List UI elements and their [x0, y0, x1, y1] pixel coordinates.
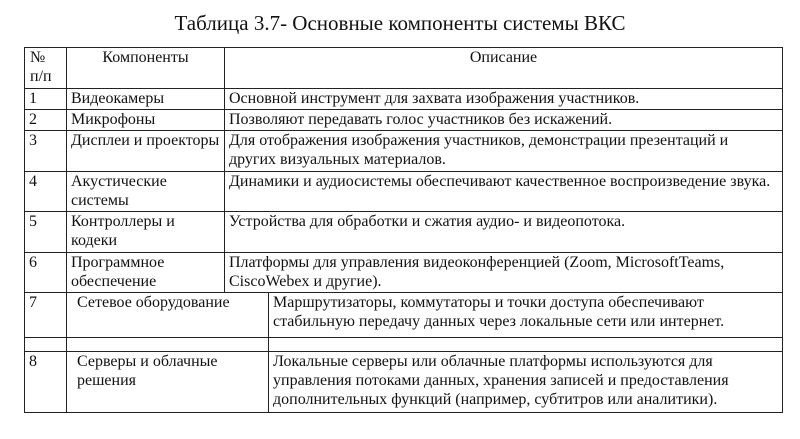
spacer-cell: [67, 338, 269, 352]
table-row: [25, 172, 783, 212]
header-num: № п/п: [25, 48, 67, 89]
row-component: Серверы и облачные решения: [67, 352, 269, 413]
row-component: Микрофоны: [67, 110, 225, 131]
row-description: Позволяют передавать голос участников без искажений.: [225, 110, 783, 131]
row-description: Динамики и аудиосистемы обеспечивают качественное воспроизведение звука.: [225, 172, 783, 212]
table-caption: Таблица 3.7- Основные компоненты системы ВКС: [174, 11, 626, 35]
row-component: Контроллеры и кодеки: [67, 212, 225, 253]
row-description: Локальные серверы или облачные платформы используются для управления потоками данных, хранения записей и предоставления дополнительных функций (например, субтитров или аналитики).: [269, 352, 783, 413]
spacer-cell: [25, 338, 67, 352]
row-num: 7: [25, 293, 67, 338]
table-row: [25, 253, 783, 293]
row-description: Основной инструмент для захвата изображения участников.: [225, 89, 783, 110]
header-component: Компоненты: [67, 48, 225, 89]
row-num: 1: [25, 89, 67, 110]
row-num: 8: [25, 352, 67, 413]
table-row: [25, 212, 783, 253]
table-row: [25, 89, 783, 110]
components-table: [24, 47, 783, 413]
row-component: Сетевое оборудование: [67, 293, 269, 338]
row-component: Акустические системы: [67, 172, 225, 212]
table-row: [25, 293, 783, 338]
row-num: 2: [25, 110, 67, 131]
spacer-cell: [269, 338, 783, 352]
row-num: 4: [25, 172, 67, 212]
row-component: Видеокамеры: [67, 89, 225, 110]
row-description: Маршрутизаторы, коммутаторы и точки доступа обеспечивают стабильную передачу данных через локальные сети или интернет.: [269, 293, 783, 338]
row-description: Платформы для управления видеоконференцией (Zoom, MicrosoftTeams, CiscoWebex и другие).: [225, 253, 783, 293]
table-row: [25, 131, 783, 172]
header-description: Описание: [225, 48, 783, 89]
row-component: Дисплеи и проекторы: [67, 131, 225, 172]
row-description: Для отображения изображения участников, демонстрации презентаций и других визуальных материалов.: [225, 131, 783, 172]
row-num: 5: [25, 212, 67, 253]
row-num: 6: [25, 253, 67, 293]
table-spacer-row: [25, 338, 783, 352]
table-header-row: [25, 48, 783, 89]
table-row: [25, 352, 783, 413]
table-row: [25, 110, 783, 131]
row-description: Устройства для обработки и сжатия аудио- и видеопотока.: [225, 212, 783, 253]
row-component: Программное обеспечение: [67, 253, 225, 293]
row-num: 3: [25, 131, 67, 172]
